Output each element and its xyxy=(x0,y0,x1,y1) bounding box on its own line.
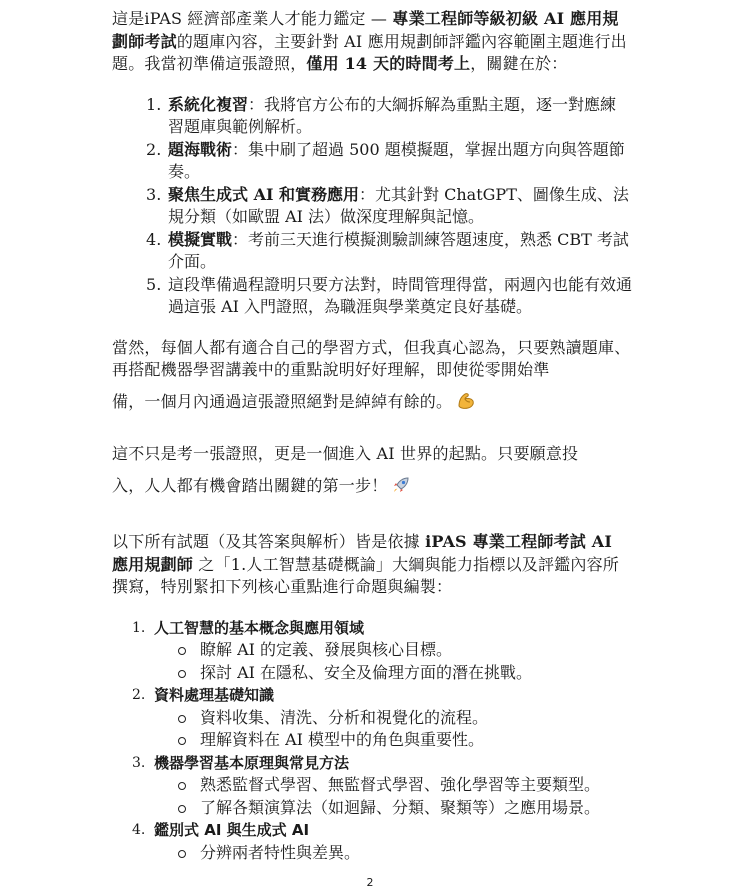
paragraph-3-line-2: 入，人人都有機會踏出關鍵的第一步！ xyxy=(112,475,632,498)
list-item: 理解資料在 AI 模型中的角色與重要性。 xyxy=(200,729,632,752)
sub-list xyxy=(154,707,632,752)
paragraph-3-line-1: 這不只是考一張證照，更是一個進入 AI 世界的起點。只要願意投 xyxy=(112,444,579,463)
list-item: 熟悉監督式學習、無監督式學習、強化學習等主要類型。 xyxy=(200,774,632,797)
sub-list xyxy=(154,774,632,819)
core-topics-list xyxy=(112,617,632,865)
document-body xyxy=(112,8,632,864)
list-item: 資料收集、清洗、分析和視覺化的流程。 xyxy=(200,707,632,730)
list-item: 瞭解 AI 的定義、發展與核心目標。 xyxy=(200,639,632,662)
list-item: 題海戰術：集中刷了超過 500 題模擬題，掌握出題方向與答題節奏。 xyxy=(168,139,625,181)
paragraph-2-line-1: 當然，每個人都有適合自己的學習方式，但我真心認為，只要熟讀題庫、再搭配機器學習講義中的重點說明好好理解，即使從零開始準 xyxy=(112,337,631,379)
list-item: 分辨兩者特性與差異。 xyxy=(200,842,632,865)
list-item: 探討 AI 在隱私、安全及倫理方面的潛在挑戰。 xyxy=(200,662,632,685)
list-item: 了解各類演算法（如迴歸、分類、聚類等）之應用場景。 xyxy=(200,797,632,820)
flexed-biceps-icon xyxy=(456,391,476,411)
sub-list xyxy=(154,639,632,684)
page-number: 2 xyxy=(366,876,374,889)
intro-paragraph: 這是iPAS 經濟部產業人才能力鑑定 — 專業工程師等級初級 AI 應用規劃師考試的題庫內容，主要針對 AI 應用規劃師評鑑內容範圍主題進行出題。我當初準備這張證照，僅用 14 天的時間考上，關鍵在於： xyxy=(112,9,627,73)
syllabus-intro-paragraph: 以下所有試題（及其答案與解析）皆是依據 iPAS 專業工程師考試 AI 應用規劃師 之「1.人工智慧基礎概論」大綱與能力指標以及評鑑內容所撰寫，特別緊扣下列核心重點進行命題與編製： xyxy=(112,532,619,596)
list-item: 系統化複習：我將官方公布的大綱拆解為重點主題，逐一對應練習題庫與範例解析。 xyxy=(168,94,617,136)
list-item: 3. 機器學習基本原理與常見方法 熟悉監督式學習、無監督式學習、強化學習等主要類型。 了解各類演算法（如迴歸、分類、聚類等）之應用場景。 xyxy=(154,752,632,820)
sub-list xyxy=(154,842,632,865)
list-item: 4. 鑑別式 AI 與生成式 AI 分辨兩者特性與差異。 xyxy=(154,819,632,864)
list-item: 這段準備過程證明只要方法對，時間管理得當，兩週內也能有效通過這張 AI 入門證照，為職涯與學業奠定良好基礎。 xyxy=(168,274,633,316)
list-item: 2. 資料處理基礎知識 資料收集、清洗、分析和視覺化的流程。 理解資料在 AI 模型中的角色與重要性。 xyxy=(154,684,632,752)
paragraph-2-line-2: 備，一個月內通過這張證照絕對是綽綽有餘的。 xyxy=(112,391,632,414)
study-steps-list xyxy=(112,94,632,319)
rocket-icon xyxy=(391,475,411,495)
list-item: 模擬實戰：考前三天進行模擬測驗訓練答題速度，熟悉 CBT 考試介面。 xyxy=(168,229,629,271)
list-item: 1. 人工智慧的基本概念與應用領域 瞭解 AI 的定義、發展與核心目標。 探討 AI 在隱私、安全及倫理方面的潛在挑戰。 xyxy=(154,617,632,685)
list-item: 聚焦生成式 AI 和實務應用：尤其針對 ChatGPT、圖像生成、法規分類（如歐盟 AI 法）做深度理解與記憶。 xyxy=(168,184,629,226)
